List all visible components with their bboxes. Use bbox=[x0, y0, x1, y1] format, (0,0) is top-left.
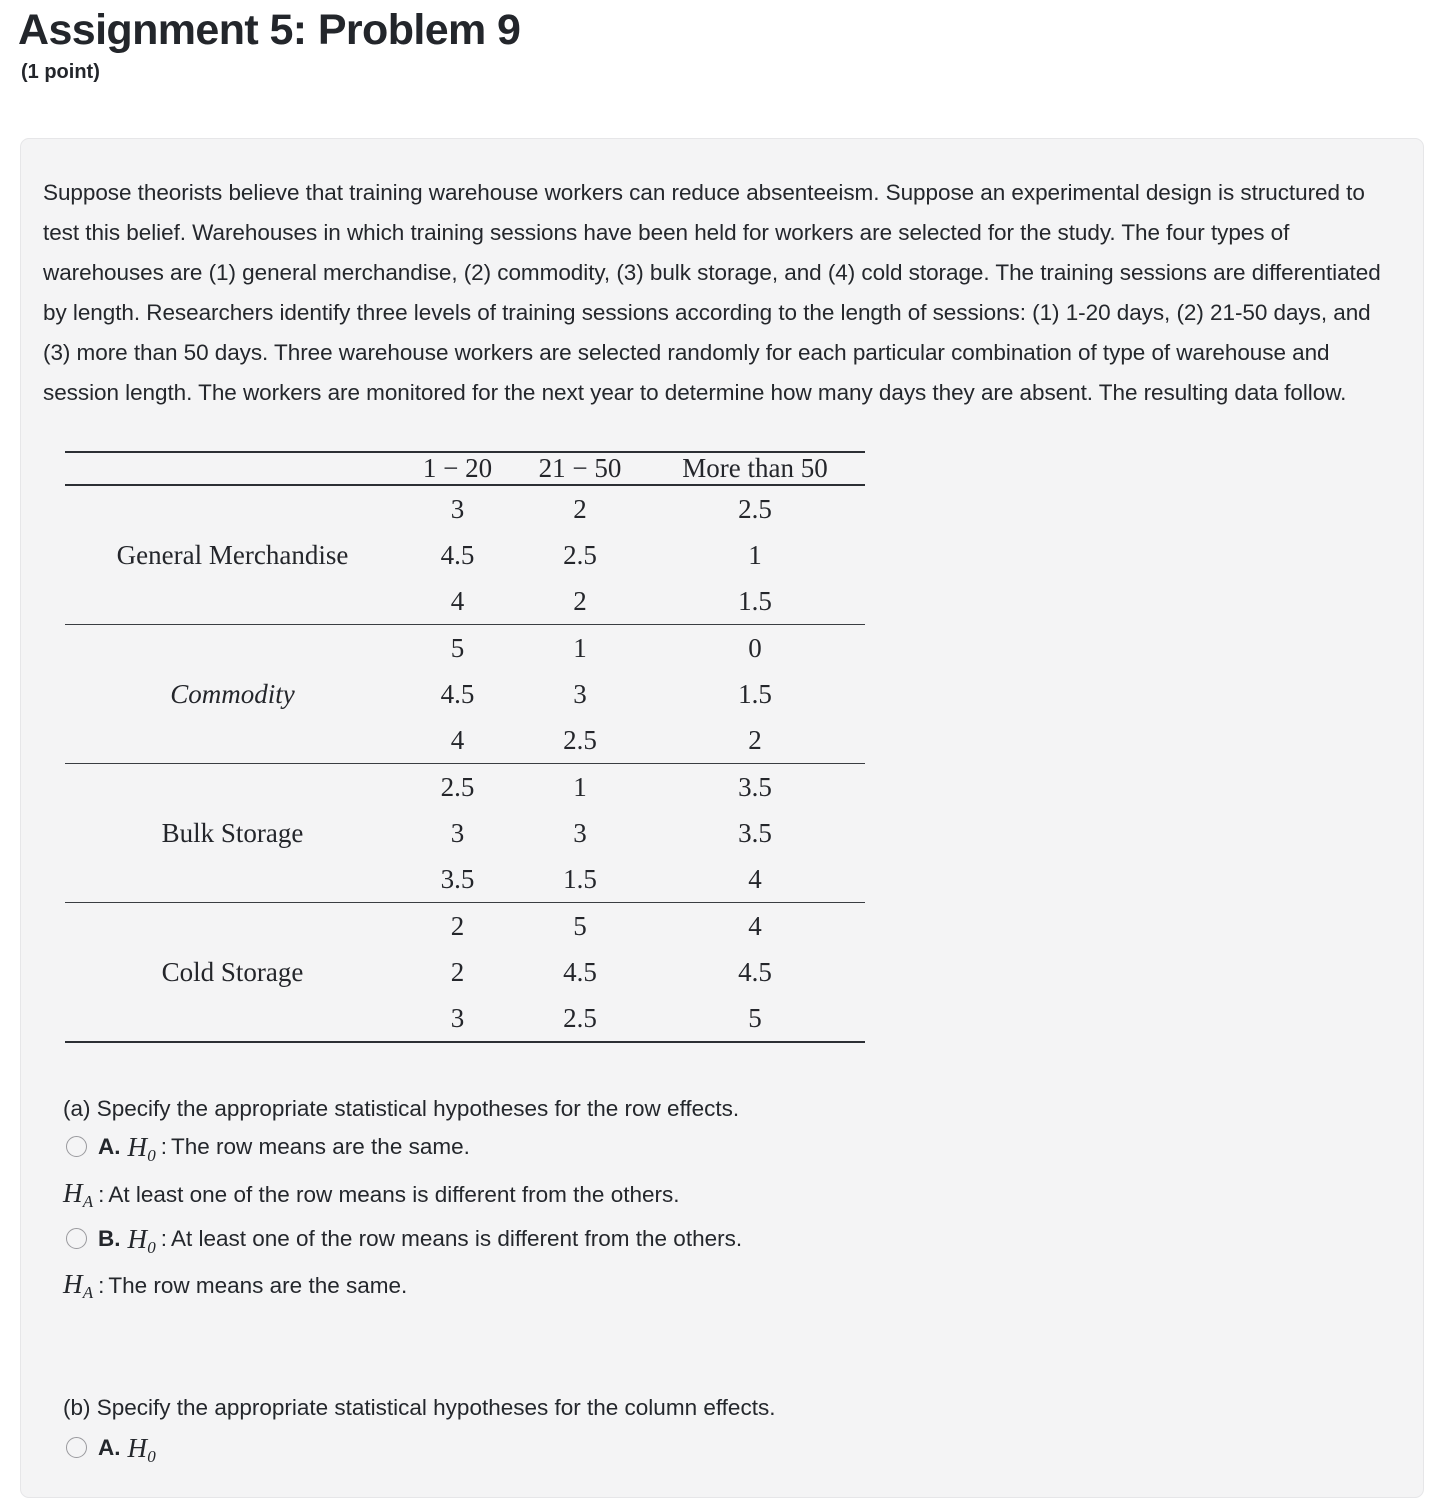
choice-b-null-symbol: $H_0$ bbox=[127, 1223, 156, 1257]
problem-statement: Suppose theorists believe that training warehouse workers can reduce absenteeism. Suppose an experimental design is structured to test this belief. Warehouses in which training sessions have been held for workers are selected for the study. The four types of warehouses are (1) general merchandise, (2) commodity, (3) bulk storage, and (4) cold storage. The training sessions are differentiated by length. Researchers identify three levels of training sessions according to the length of sessions: (1) 1-20 days, (2) 21-50 days, and (3) more than 50 days. Three warehouse workers are selected randomly for each particular combination of type of warehouse and session length. The workers are monitored for the next year to determine how many days they are absent. The resulting data follow. bbox=[43, 180, 1381, 405]
table-cell: 3 bbox=[450, 1003, 465, 1033]
table-cell: 5 bbox=[400, 625, 515, 672]
question-b bbox=[63, 1390, 1399, 1466]
row-group-label: Bulk Storage bbox=[65, 764, 400, 903]
page-header bbox=[0, 0, 1442, 84]
table-cell: 4 bbox=[748, 864, 762, 894]
question-a-prompt: (a) Specify the appropriate statistical hypotheses for the row effects. bbox=[63, 1096, 740, 1121]
table-cell: 1.5 bbox=[738, 679, 772, 709]
table-cell: 3.5 bbox=[645, 764, 865, 811]
table-bottom-rule bbox=[65, 1042, 865, 1043]
table-cell: 3 bbox=[573, 679, 587, 709]
table-cell: 1 bbox=[515, 764, 645, 811]
choice-a-null-symbol: $H_0$ bbox=[127, 1132, 156, 1165]
table-cell: 3.5 bbox=[440, 864, 475, 894]
table-cell: 2 bbox=[400, 903, 515, 950]
row-group-label: General Merchandise bbox=[65, 485, 400, 625]
table-header-more-than-50: More than 50 bbox=[645, 452, 865, 485]
choice-a-alt-symbol: $H_A$ bbox=[63, 1177, 94, 1211]
table-corner-cell bbox=[65, 452, 400, 485]
row-group-label: Commodity bbox=[65, 625, 400, 764]
table-cell: 4 bbox=[450, 586, 465, 616]
data-table-container bbox=[65, 451, 865, 1043]
table-cell: 1 bbox=[515, 625, 645, 672]
table-cell: 2 bbox=[515, 485, 645, 532]
choice-a-null-text: The row means are the same. bbox=[170, 1134, 470, 1159]
choice-a-letter: A. bbox=[98, 1134, 121, 1159]
choice-b-row[interactable] bbox=[63, 1221, 1399, 1266]
question-a bbox=[63, 1091, 1399, 1312]
table-cell: 5 bbox=[748, 1003, 762, 1033]
radio-button-choice-a[interactable] bbox=[66, 1136, 87, 1157]
choice-b-colon: : bbox=[160, 1225, 167, 1251]
choice-a-row[interactable] bbox=[63, 1129, 1399, 1174]
row-group-label: Cold Storage bbox=[65, 903, 400, 1043]
choice-b1-null-symbol: $H_0$ bbox=[127, 1433, 156, 1466]
table-cell: 2.5 bbox=[563, 540, 597, 570]
choice-b-letter: B. bbox=[98, 1225, 121, 1251]
table-cell: 4.5 bbox=[563, 957, 597, 987]
absenteeism-data-table bbox=[65, 451, 865, 1043]
radio-button-choice-b[interactable] bbox=[66, 1228, 87, 1249]
problem-panel bbox=[20, 138, 1424, 1498]
question-b-prompt: (b) Specify the appropriate statistical hypotheses for the column effects. bbox=[63, 1395, 776, 1420]
choice-a-alt-text: At least one of the row means is different from the others. bbox=[108, 1181, 680, 1207]
table-cell: 4.5 bbox=[440, 679, 475, 709]
table-cell: 3 bbox=[450, 818, 465, 848]
choice-b-alt-colon: : bbox=[98, 1273, 105, 1299]
table-cell: 2 bbox=[748, 725, 762, 755]
choice-b1-letter: A. bbox=[98, 1435, 121, 1460]
question-b-first-choice-clipped[interactable] bbox=[63, 1430, 1399, 1466]
choice-a-colon: : bbox=[160, 1134, 167, 1159]
table-cell: 5 bbox=[515, 903, 645, 950]
table-cell: 2.5 bbox=[563, 1003, 597, 1033]
table-header-row bbox=[65, 452, 865, 485]
table-cell: 4.5 bbox=[440, 540, 475, 570]
choice-a-alt-colon: : bbox=[98, 1181, 105, 1207]
table-cell: 1.5 bbox=[738, 586, 772, 616]
table-cell: 4.5 bbox=[738, 957, 772, 987]
table-cell: 0 bbox=[645, 625, 865, 672]
table-header-21-50: 21 − 50 bbox=[515, 452, 645, 485]
table-header-1-20: 1 − 20 bbox=[400, 452, 515, 485]
choice-b-alt-text: The row means are the same. bbox=[108, 1273, 408, 1299]
table-cell: 2 bbox=[573, 586, 587, 616]
table-cell: 4 bbox=[645, 903, 865, 950]
table-cell: 2.5 bbox=[645, 485, 865, 532]
table-cell: 4 bbox=[450, 725, 465, 755]
choice-b1-row[interactable] bbox=[63, 1430, 1399, 1475]
table-cell: 2.5 bbox=[563, 725, 597, 755]
choice-b-null-text: At least one of the row means is different from the others. bbox=[170, 1225, 743, 1251]
table-cell: 2.5 bbox=[400, 764, 515, 811]
table-row bbox=[65, 764, 865, 811]
table-row bbox=[65, 903, 865, 950]
table-cell: 3 bbox=[400, 485, 515, 532]
choice-b-alt-symbol: $H_A$ bbox=[63, 1269, 94, 1302]
choice-b-alternative bbox=[63, 1265, 1399, 1312]
table-row bbox=[65, 625, 865, 672]
choice-a-alternative bbox=[63, 1174, 1399, 1221]
table-cell: 3.5 bbox=[738, 818, 772, 848]
radio-button-question-b-choice-a[interactable] bbox=[66, 1437, 87, 1458]
table-cell: 1.5 bbox=[563, 864, 597, 894]
table-row bbox=[65, 485, 865, 532]
table-cell: 3 bbox=[573, 818, 587, 848]
page-title: Assignment 5: Problem 9 bbox=[18, 6, 521, 54]
page-points-label: (1 point) bbox=[21, 61, 100, 84]
table-cell: 1 bbox=[748, 540, 762, 570]
table-cell: 2 bbox=[450, 957, 465, 987]
